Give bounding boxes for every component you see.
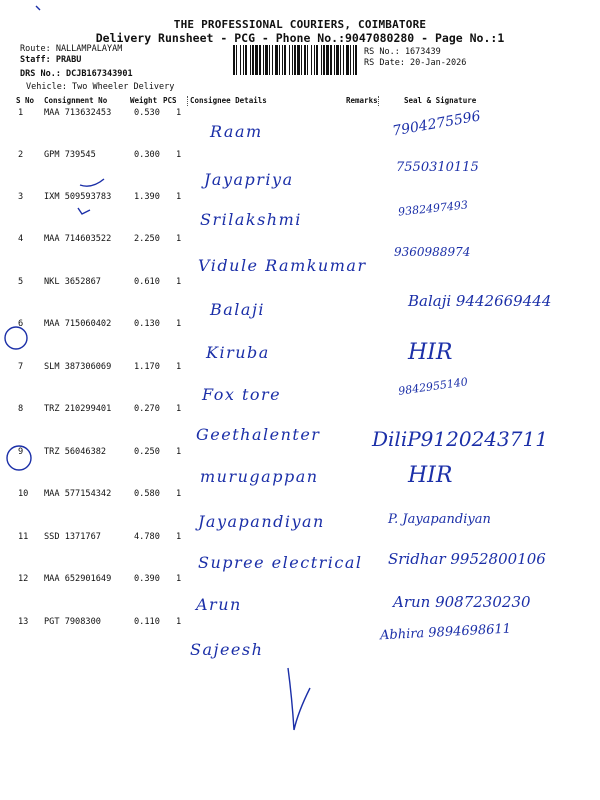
- barcode-bar: [340, 45, 341, 75]
- row-weight: 0.110: [134, 617, 160, 627]
- barcode-bar: [292, 45, 293, 75]
- drs-number: DRS No.: DCJB167343901: [20, 69, 133, 79]
- row-pcs: 1: [176, 319, 182, 329]
- row-pcs: 1: [176, 108, 182, 118]
- row-pcs: 1: [176, 150, 182, 160]
- barcode-bar: [334, 45, 335, 75]
- column-divider: [378, 96, 380, 106]
- large-check-mark: [288, 668, 310, 730]
- barcode-bar: [236, 45, 237, 75]
- row-consignee-handwriting: Geethalenter: [196, 425, 321, 444]
- barcode-bar: [252, 45, 254, 75]
- row-consignment-no: MAA 577154342: [44, 489, 112, 499]
- row-consignee-handwriting: Jayapandiyan: [198, 512, 325, 531]
- barcode-bar: [245, 45, 247, 75]
- row-consignment-no: MAA 713632453: [44, 108, 112, 118]
- row-weight: 2.250: [134, 234, 160, 244]
- barcode-bar: [272, 45, 273, 75]
- col-remarks-header: Remarks: [346, 96, 378, 105]
- tick-mark-row-2: [80, 179, 104, 186]
- barcode-bar: [316, 45, 318, 75]
- row-consignee-handwriting: Srilakshmi: [200, 210, 302, 229]
- rs-date: RS Date: 20-Jan-2026: [364, 58, 467, 68]
- barcode-bar: [350, 45, 351, 75]
- circle-mark-row-6: [5, 327, 27, 349]
- row-signature-handwriting: 7904275596: [391, 108, 482, 140]
- barcode-bar: [330, 45, 332, 75]
- row-consignee-handwriting: Raam: [210, 122, 263, 141]
- barcode-bar: [279, 45, 280, 75]
- row-sno: 4: [18, 234, 24, 244]
- tick-mark-row-3: [78, 208, 90, 214]
- row-sno: 5: [18, 277, 24, 287]
- barcode-bar: [326, 45, 329, 75]
- row-consignment-no: GPM 739545: [44, 150, 96, 160]
- barcode-bar: [233, 45, 235, 75]
- route-text: Route: NALLAMPALAYAM: [20, 44, 123, 54]
- barcode-bar: [346, 45, 349, 75]
- row-consignment-no: SSD 1371767: [44, 532, 101, 542]
- barcode-bar: [321, 45, 322, 75]
- column-divider: [187, 96, 189, 106]
- row-signature-handwriting: Abhira 9894698611: [379, 621, 512, 644]
- row-pcs: 1: [176, 277, 182, 287]
- barcode-bar: [336, 45, 339, 75]
- barcode-bar: [265, 45, 268, 75]
- row-consignee-handwriting: Vidule Ramkumar: [198, 256, 367, 275]
- row-sno: 12: [18, 574, 29, 584]
- row-consignment-no: PGT 7908300: [44, 617, 101, 627]
- barcode-bar: [297, 45, 300, 75]
- barcode-bar: [284, 45, 286, 75]
- barcode-bar: [275, 45, 278, 75]
- row-pcs: 1: [176, 617, 182, 627]
- col-pcs-header: PCS: [163, 96, 177, 105]
- barcode-bar: [301, 45, 302, 75]
- row-signature-handwriting: 9382497493: [397, 198, 469, 219]
- row-signature-handwriting: Balaji 9442669444: [408, 292, 552, 310]
- row-weight: 0.580: [134, 489, 160, 499]
- row-signature-handwriting: 9360988974: [394, 245, 471, 259]
- row-pcs: 1: [176, 234, 182, 244]
- barcode-bar: [282, 45, 283, 75]
- row-sno: 13: [18, 617, 29, 627]
- barcode-bar: [259, 45, 261, 75]
- barcode-bar: [323, 45, 325, 75]
- row-consignee-handwriting: Balaji: [210, 300, 266, 319]
- barcode-bar: [243, 45, 244, 75]
- rs-number: RS No.: 1673439: [364, 47, 441, 57]
- row-sno: 6: [18, 319, 24, 329]
- row-sno: 2: [18, 150, 24, 160]
- row-pcs: 1: [176, 192, 182, 202]
- row-signature-handwriting: 7550310115: [396, 160, 479, 175]
- row-consignee-handwriting: Sajeesh: [190, 640, 264, 659]
- row-weight: 4.780: [134, 532, 160, 542]
- row-consignment-no: TRZ 210299401: [44, 404, 112, 414]
- row-pcs: 1: [176, 489, 182, 499]
- barcode-bar: [289, 45, 290, 75]
- row-sno: 9: [18, 447, 24, 457]
- barcode-bar: [240, 45, 241, 75]
- row-consignment-no: MAA 715060402: [44, 319, 112, 329]
- col-consignee-header: Consignee Details: [190, 96, 267, 105]
- row-sno: 11: [18, 532, 29, 542]
- row-weight: 0.270: [134, 404, 160, 414]
- barcode-bar: [255, 45, 258, 75]
- barcode-bar: [250, 45, 251, 75]
- row-weight: 0.300: [134, 150, 160, 160]
- tick-mark-top: [36, 6, 40, 10]
- row-weight: 0.530: [134, 108, 160, 118]
- row-consignee-handwriting: murugappan: [200, 467, 319, 486]
- row-weight: 0.250: [134, 447, 160, 457]
- row-pcs: 1: [176, 532, 182, 542]
- row-signature-handwriting: HIR: [408, 340, 453, 365]
- row-consignment-no: TRZ 56046382: [44, 447, 107, 457]
- row-signature-handwriting: HIR: [408, 463, 453, 488]
- row-weight: 0.390: [134, 574, 160, 584]
- barcode-bar: [304, 45, 306, 75]
- row-consignment-no: MAA 652901649: [44, 574, 112, 584]
- row-weight: 0.130: [134, 319, 160, 329]
- row-consignment-no: NKL 3652867: [44, 277, 101, 287]
- row-signature-handwriting: Arun 9087230230: [393, 593, 531, 611]
- row-sno: 3: [18, 192, 24, 202]
- row-consignment-no: IXM 509593783: [44, 192, 112, 202]
- col-signature-header: Seal & Signature: [404, 96, 477, 105]
- barcode-bar: [269, 45, 270, 75]
- barcode-bar: [343, 45, 344, 75]
- row-consignee-handwriting: Arun: [196, 595, 242, 614]
- row-signature-handwriting: Sridhar 9952800106: [388, 550, 546, 568]
- row-pcs: 1: [176, 574, 182, 584]
- row-consignee-handwriting: Supree electrical: [198, 553, 363, 572]
- barcode-bar: [355, 45, 357, 75]
- row-weight: 0.610: [134, 277, 160, 287]
- barcode-bar: [263, 45, 264, 75]
- col-sno-header: S No: [16, 96, 35, 105]
- barcode-bar: [294, 45, 296, 75]
- barcode-bar: [314, 45, 315, 75]
- row-pcs: 1: [176, 447, 182, 457]
- row-consignee-handwriting: Kiruba: [206, 343, 270, 362]
- row-signature-handwriting: P. Jayapandiyan: [388, 512, 491, 527]
- barcode: [233, 45, 359, 75]
- row-sno: 7: [18, 362, 24, 372]
- barcode-bar: [353, 45, 354, 75]
- row-consignment-no: MAA 714603522: [44, 234, 112, 244]
- row-sno: 10: [18, 489, 29, 499]
- row-signature-handwriting: 9842955140: [397, 375, 469, 398]
- col-consignment-header: Consignment No: [44, 96, 108, 105]
- row-pcs: 1: [176, 404, 182, 414]
- row-signature-handwriting: DiliP9120243711: [372, 427, 548, 451]
- row-weight: 1.390: [134, 192, 160, 202]
- row-consignee-handwriting: Jayapriya: [204, 170, 294, 189]
- row-consignment-no: SLM 387306069: [44, 362, 112, 372]
- row-weight: 1.170: [134, 362, 160, 372]
- staff-text: Staff: PRABU: [20, 55, 82, 65]
- row-sno: 8: [18, 404, 24, 414]
- barcode-bar: [311, 45, 312, 75]
- col-weight-header: Weight: [130, 96, 158, 105]
- vehicle-text: Vehicle: Two Wheeler Delivery: [26, 82, 175, 92]
- barcode-bar: [307, 45, 308, 75]
- row-pcs: 1: [176, 362, 182, 372]
- runsheet-title: Delivery Runsheet - PCG - Phone No.:9047080280 - Page No.:1: [95, 31, 505, 45]
- row-sno: 1: [18, 108, 24, 118]
- row-consignee-handwriting: Fox tore: [202, 385, 282, 404]
- company-title: THE PROFESSIONAL COURIERS, COIMBATORE: [173, 18, 427, 31]
